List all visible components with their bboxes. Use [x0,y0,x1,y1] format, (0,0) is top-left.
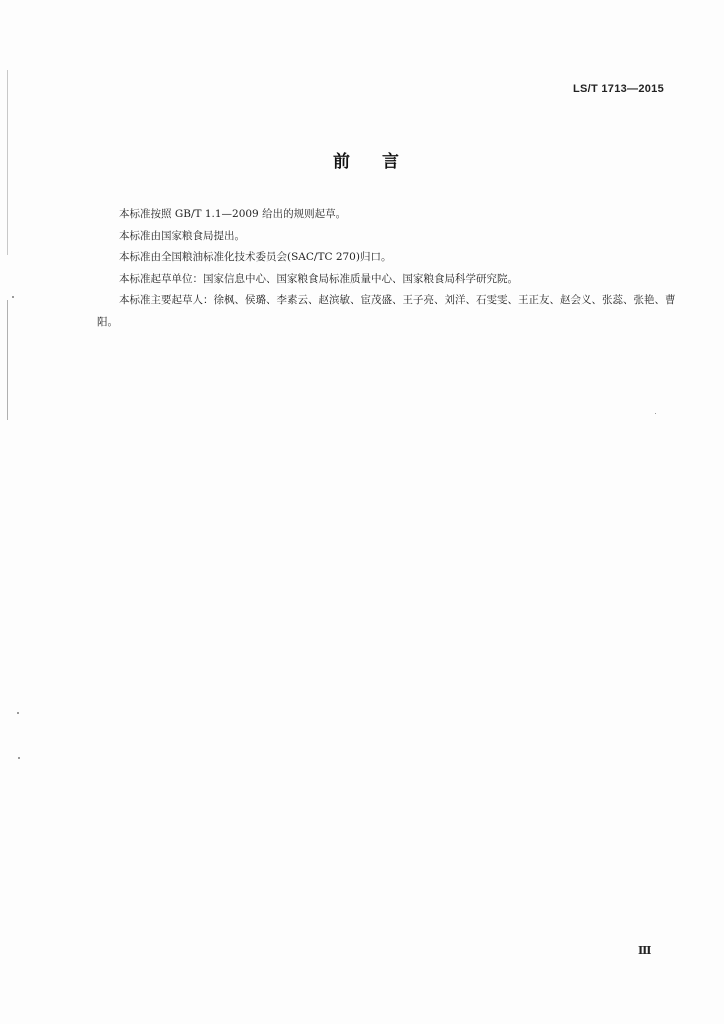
paragraph-drafting-units: 本标准起草单位：国家信息中心、国家粮食局标准质量中心、国家粮食局科学研究院。 [119,272,518,285]
paragraph-proposer: 本标准由国家粮食局提出。 [119,229,245,242]
scan-artifact-line [7,300,8,420]
paragraph-drafting-rules: 本标准按照 GB/T 1.1—2009 给出的规则起草。 [119,208,347,220]
page-title: 前言 [333,152,431,172]
paragraph-drafters: 本标准主要起草人：徐枫、侯璐、李素云、赵滨敏、宦茂盛、王子亮、刘洋、石雯雯、王正友、赵会义、张蕊、张艳、曹阳。 [97,294,676,328]
scan-artifact-dot [655,413,656,414]
scan-artifact-dot [12,296,14,298]
scan-artifact-dot [18,757,20,759]
foreword-body [97,204,677,333]
standard-code: LS/T 1713—2015 [572,83,664,95]
page-number: Ⅲ [638,944,652,957]
scan-artifact-dot [17,712,19,714]
paragraph-committee: 本标准由全国粮油标准化技术委员会(SAC/TC 270)归口。 [119,251,392,263]
